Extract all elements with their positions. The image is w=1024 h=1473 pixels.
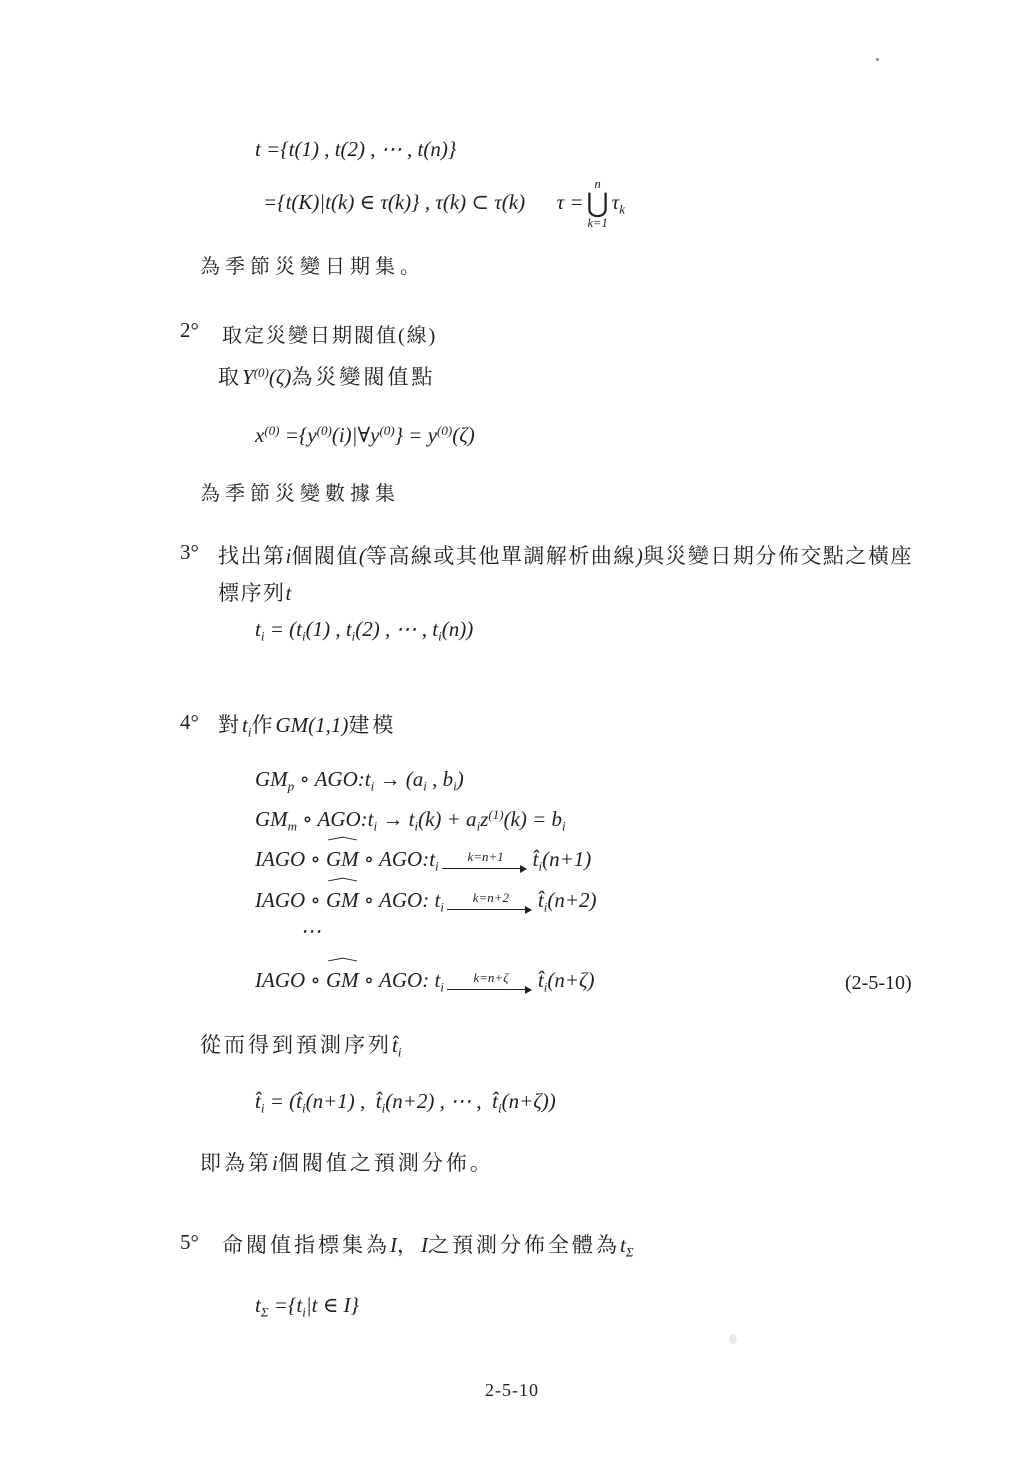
caption-ith-forecast: 即為第i個閥值之預測分佈。 — [200, 1151, 494, 1175]
equation-gm-p: $GM_p$ ∘ $AGO:t_i \to (a_i$ , $b_i$) — [255, 767, 464, 794]
equation-gm-m: $GM_m$ ∘ $AGO:t_i \to t_i(k) + a_iz^{(1)}(k) = b_i$ — [255, 806, 566, 834]
scan-speck-top — [876, 58, 879, 61]
section-2-title: 取定災變日期閥值(線) — [222, 325, 438, 347]
section-5-title: 命閥值指標集為I，I之預測分佈全體為$t_\Sigma$ — [222, 1233, 634, 1260]
equation-iago-nzeta: IAGO ∘ GM ∘ AGO: $t_i$ k=n+ζ $t̂_i(n+\zeta)$ — [255, 964, 595, 995]
section-2-number: 2° — [180, 318, 199, 342]
equation-ellipsis: ⋯ — [300, 919, 321, 943]
caption-forecast-sequence: 從而得到預測序列$t̂_i$ — [200, 1033, 402, 1060]
caption-data-set: 為季節災變數據集 — [200, 483, 400, 505]
caption-date-set: 為季節災變日期集。 — [200, 256, 425, 278]
section-3-title: 找出第i個閥值(等高線或其他單調解析曲線)與災變日期分佈交點之橫座標序列t — [218, 544, 913, 605]
section-3-number: 3° — [180, 540, 199, 564]
equation-iago-n2: IAGO ∘ GM ∘ AGO: $t_i$ k=n+2 $t̂_i(n+2)$ — [255, 884, 597, 915]
equation-t-sigma: $t_\Sigma =\{t_i|t$ ∈ I} — [255, 1293, 359, 1320]
equation-t-set-line2: ={t(K)|t(k) ∈ τ(k)} , τ(k) ⊂ τ(k) τ = n ⋃ k=1 $\tau_k$ — [263, 177, 625, 230]
section-4-number: 4° — [180, 710, 199, 734]
equation-iago-n1: IAGO ∘ GM ∘ $AGO:t_i$ k=n+1 $t̂_i(n+1)$ — [255, 843, 591, 874]
section-4-title: 對$t_i$作GM(1,1)建模 — [218, 713, 397, 740]
page-number: 2-5-10 — [485, 1380, 539, 1400]
equation-number-label: (2-5-10) — [845, 972, 912, 994]
equation-t-set-line1: t ={t(1) , t(2) , ⋯ , t(n)} — [255, 137, 457, 161]
scan-speck-bottom — [729, 1334, 737, 1344]
section-5-number: 5° — [180, 1230, 199, 1254]
equation-x-zero: $x^{(0)}$ $=\{y^{(0)}(i)|\forall y^{(0)}\} = y^{(0)}(\zeta)$ — [255, 422, 475, 447]
equation-t-hat-sequence: $t̂_i$ = ($t̂_i(n+1)$ , $t̂_i(n+2)$ , ⋯ , $t̂_i(n+\zeta)$) — [255, 1089, 556, 1116]
equation-ti-sequence: $t_i = (t_i(1)$ , $t_i(2)$ , ⋯ , $t_i(n)$) — [255, 617, 474, 644]
section-2-line: 取$Y^{(0)}(\zeta)$為災變閥值點 — [218, 364, 436, 389]
